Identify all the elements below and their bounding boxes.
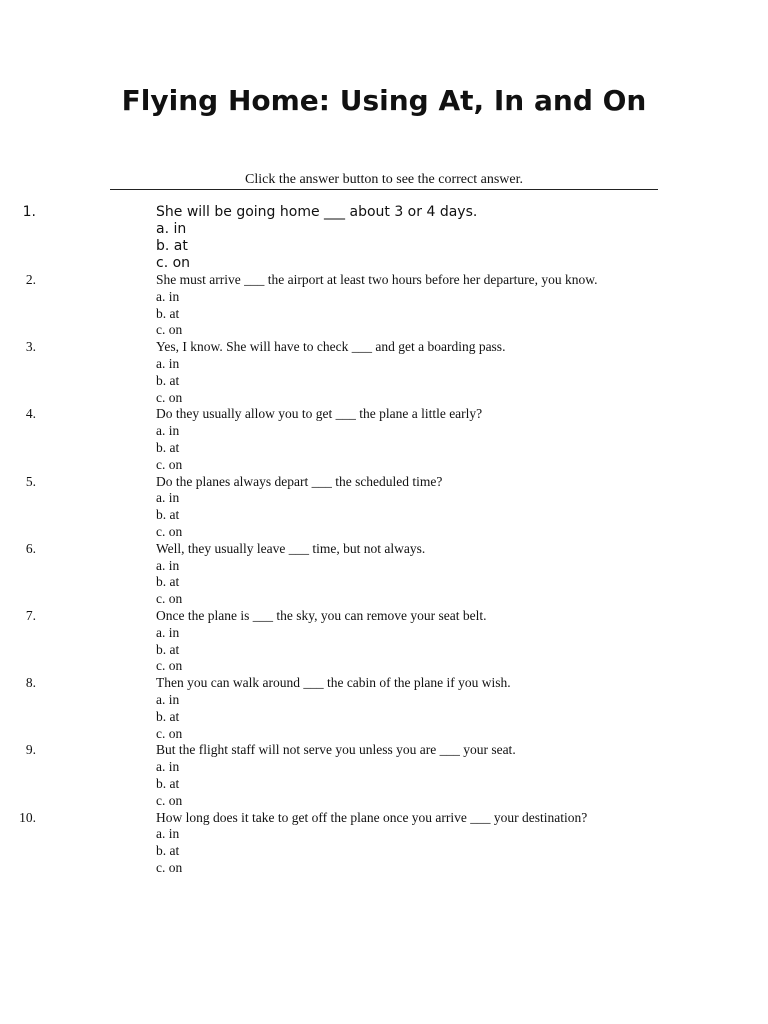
answer-option-b[interactable]: b. at <box>156 574 180 590</box>
answer-option-b[interactable]: b. at <box>156 843 180 859</box>
question-number: 8. <box>25 675 36 691</box>
answer-option-b[interactable]: b. at <box>156 775 180 791</box>
answer-option-a[interactable]: a. in <box>156 490 180 506</box>
question-text: She must arrive ___ the airport at least two hours before her departure, you know. <box>156 272 598 287</box>
answer-option-a[interactable]: a. in <box>156 288 180 304</box>
answer-option-c[interactable]: c. on <box>156 523 183 539</box>
answer-option-a[interactable]: a. in <box>156 423 180 439</box>
answer-option-a[interactable]: a. in <box>156 826 180 842</box>
question-number: 3. <box>25 339 36 355</box>
answer-option-c[interactable]: c. on <box>156 859 183 875</box>
answer-option-b[interactable]: b. at <box>156 439 180 455</box>
answer-option-c[interactable]: c. on <box>156 322 183 338</box>
instruction-text: Click the answer button to see the correct answer. <box>110 172 658 190</box>
answer-option-a[interactable]: a. in <box>156 691 180 707</box>
question-list <box>0 204 768 877</box>
answer-option-c[interactable]: c. on <box>156 456 183 472</box>
question-item <box>0 272 656 339</box>
question-item <box>0 541 656 608</box>
answer-option-b[interactable]: b. at <box>156 708 180 724</box>
answer-option-a[interactable]: a. in <box>156 557 180 573</box>
answer-option-b[interactable]: b. at <box>156 641 180 657</box>
answer-option-a[interactable]: a. in <box>156 624 180 640</box>
answer-option-b[interactable]: b. at <box>156 238 188 254</box>
answer-option-b[interactable]: b. at <box>156 507 180 523</box>
question-text: Do they usually allow you to get ___ the plane a little early? <box>156 406 483 422</box>
question-item <box>0 406 656 473</box>
question-text: Well, they usually leave ___ time, but not always. <box>156 540 426 556</box>
answer-option-b[interactable]: b. at <box>156 372 180 388</box>
question-number: 10. <box>19 809 36 825</box>
answer-option-c[interactable]: c. on <box>156 792 183 808</box>
question-item <box>0 608 656 675</box>
answer-option-b[interactable]: b. at <box>156 305 180 321</box>
question-item <box>0 742 656 809</box>
answer-option-c[interactable]: c. on <box>156 255 191 271</box>
answer-option-a[interactable]: a. in <box>156 221 187 237</box>
question-text: Do the planes always depart ___ the scheduled time? <box>156 473 443 489</box>
question-item <box>0 474 656 541</box>
answer-option-c[interactable]: c. on <box>156 658 183 674</box>
question-number: 7. <box>25 607 36 623</box>
question-item <box>0 810 656 877</box>
question-text: Yes, I know. She will have to check ___ and get a boarding pass. <box>156 339 506 355</box>
question-text: Once the plane is ___ the sky, you can remove your seat belt. <box>156 607 487 623</box>
question-text: How long does it take to get off the plane once you arrive ___ your destination? <box>156 809 588 825</box>
answer-option-c[interactable]: c. on <box>156 389 183 405</box>
question-number: 4. <box>25 406 36 422</box>
page-title: Flying Home: Using At, In and On <box>121 84 647 117</box>
question-number: 6. <box>25 540 36 556</box>
question-number: 1. <box>22 204 36 220</box>
question-text: Then you can walk around ___ the cabin of the plane if you wish. <box>156 675 511 691</box>
answer-option-a[interactable]: a. in <box>156 355 180 371</box>
answer-option-a[interactable]: a. in <box>156 759 180 775</box>
question-text: But the flight staff will not serve you unless you are ___ your seat. <box>156 742 516 758</box>
question-item <box>0 204 656 272</box>
question-item <box>0 675 656 742</box>
question-number: 2. <box>25 272 36 287</box>
question-number: 9. <box>25 742 36 758</box>
question-number: 5. <box>25 473 36 489</box>
answer-option-c[interactable]: c. on <box>156 725 183 741</box>
question-text: She will be going home ___ about 3 or 4 days. <box>156 204 478 220</box>
question-item <box>0 339 656 406</box>
answer-option-c[interactable]: c. on <box>156 591 183 607</box>
